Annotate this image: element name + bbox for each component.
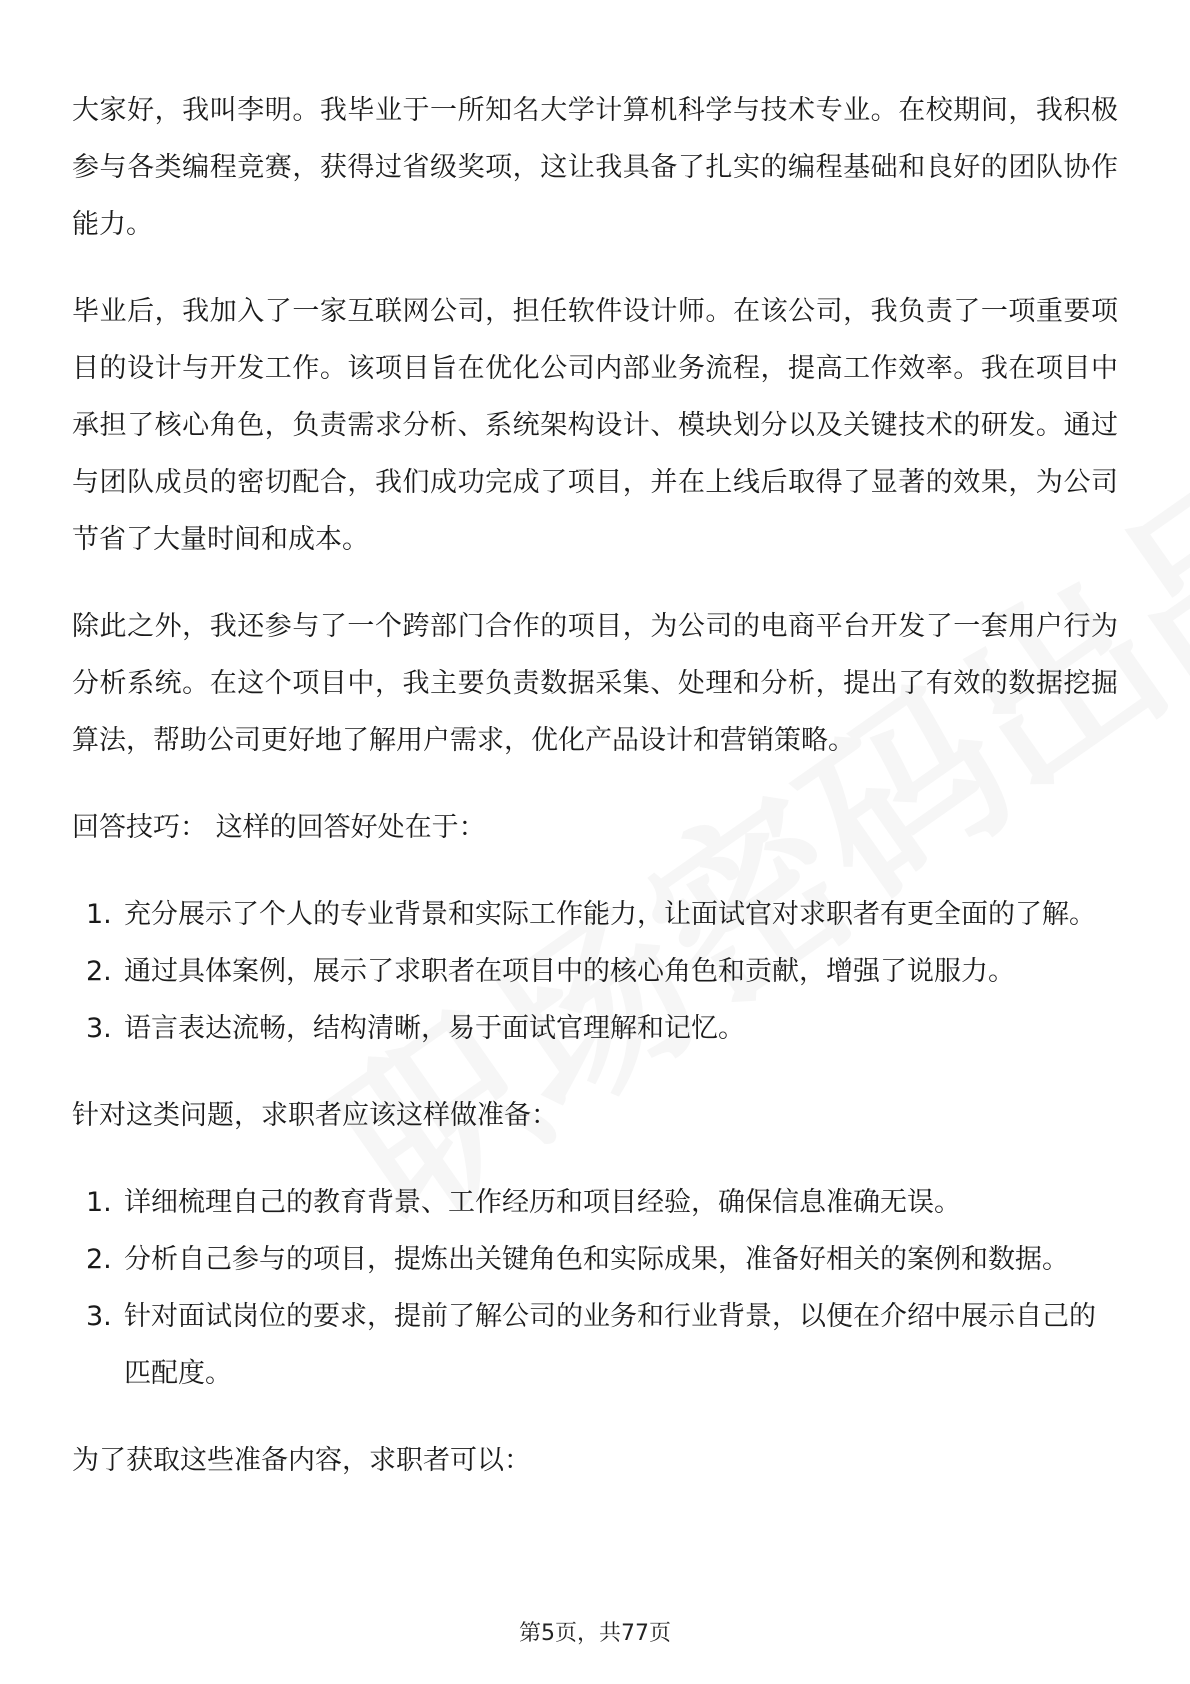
list-item-text: 充分展示了个人的专业背景和实际工作能力，让面试官对求职者有更全面的了解。 bbox=[124, 899, 1096, 930]
list-item-text: 通过具体案例，展示了求职者在项目中的核心角色和贡献，增强了说服力。 bbox=[124, 956, 1015, 987]
list-item bbox=[72, 1231, 1118, 1288]
list-item bbox=[72, 1288, 1118, 1402]
list-number: 1. bbox=[86, 899, 112, 930]
list-number: 2. bbox=[86, 1244, 112, 1275]
prep-heading: 针对这类问题，求职者应该这样做准备： bbox=[72, 1100, 558, 1131]
list-item bbox=[72, 1000, 1118, 1057]
list-number: 1. bbox=[86, 1187, 112, 1218]
list-item-text: 详细梳理自己的教育背景、工作经历和项目经验，确保信息准确无误。 bbox=[124, 1187, 961, 1218]
list-number: 2. bbox=[86, 956, 112, 987]
tips-list bbox=[72, 886, 1118, 1057]
list-number: 3. bbox=[86, 1013, 112, 1044]
list-item bbox=[72, 943, 1118, 1000]
tips-heading: 回答技巧： 这样的回答好处在于： bbox=[72, 812, 486, 843]
list-item-text: 分析自己参与的项目，提炼出关键角色和实际成果，准备好相关的案例和数据。 bbox=[124, 1244, 1069, 1275]
work-paragraph: 毕业后，我加入了一家互联网公司，担任软件设计师。在该公司，我负责了一项重要项目的设计与开发工作。该项目旨在优化公司内部业务流程，提高工作效率。我在项目中承担了核心角色，负责需求分析、系统架构设计、模块划分以及关键技术的研发。通过与团队成员的密切配合，我们成功完成了项目，并在上线后取得了显著的效果，为公司节省了大量时间和成本。 bbox=[72, 296, 1118, 555]
extra-project-paragraph: 除此之外，我还参与了一个跨部门合作的项目，为公司的电商平台开发了一套用户行为分析系统。在这个项目中，我主要负责数据采集、处理和分析，提出了有效的数据挖掘算法，帮助公司更好地了解用户需求，优化产品设计和营销策略。 bbox=[72, 611, 1118, 756]
list-item bbox=[72, 1174, 1118, 1231]
obtain-heading: 为了获取这些准备内容，求职者可以： bbox=[72, 1445, 531, 1476]
list-number: 3. bbox=[86, 1301, 112, 1332]
list-item-text: 语言表达流畅，结构清晰，易于面试官理解和记忆。 bbox=[124, 1013, 745, 1044]
prep-list bbox=[72, 1174, 1118, 1402]
list-item bbox=[72, 886, 1118, 943]
page-number-footer: 第5页，共77页 bbox=[519, 1621, 671, 1646]
list-item-text: 针对面试岗位的要求，提前了解公司的业务和行业背景，以便在介绍中展示自己的匹配度。 bbox=[124, 1301, 1096, 1389]
page-content bbox=[72, 82, 1118, 1519]
intro-paragraph: 大家好，我叫李明。我毕业于一所知名大学计算机科学与技术专业。在校期间，我积极参与各类编程竞赛，获得过省级奖项，这让我具备了扎实的编程基础和良好的团队协作能力。 bbox=[72, 95, 1118, 240]
